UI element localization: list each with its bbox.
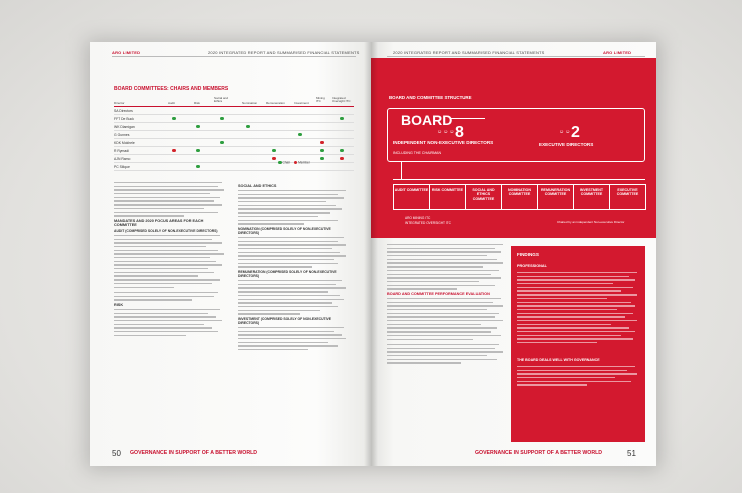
director-name: WK Dlamigan xyxy=(114,124,135,129)
footer-right: GOVERNANCE IN SUPPORT OF A BETTER WORLD xyxy=(475,450,602,456)
chair-dot xyxy=(246,125,250,129)
chaired-note: Chaired by an independent Non-executive Director xyxy=(557,220,625,224)
findings-title: FINDINGS xyxy=(517,252,539,257)
col-remuneration: Remuneration xyxy=(266,101,285,105)
findings-text-1 xyxy=(517,272,639,346)
chair-dot xyxy=(220,141,224,145)
chair-dot xyxy=(220,117,224,121)
director-name: PC Silique xyxy=(114,164,130,169)
col-oversight-itc: Integrated Oversight ITC xyxy=(332,96,351,104)
chair-dot xyxy=(196,125,200,129)
table-row xyxy=(114,123,354,131)
committee-table xyxy=(114,96,354,171)
social-ethics-committee-box: SOCIAL AND ETHICS COMMITTEE xyxy=(465,184,502,210)
table-legend xyxy=(278,160,310,165)
audit-committee-box: AUDIT COMMITTEE xyxy=(393,184,430,210)
director-name: G Gunnes xyxy=(114,132,130,137)
right-column-1 xyxy=(387,244,505,366)
running-header-left: ARO LIMITED xyxy=(112,50,141,55)
remuneration-heading: REMUNERATION (COMPRISED SOLELY OF NON-EXECUTIVE DIRECTORS) xyxy=(238,270,337,279)
left-column-1 xyxy=(114,182,226,338)
col-director: Director xyxy=(114,101,125,105)
section-title: BOARD COMMITTEES: CHAIRS AND MEMBERS xyxy=(114,86,229,92)
findings-governance: THE BOARD DEALS WELL WITH GOVERNANCE xyxy=(517,358,600,362)
chair-dot xyxy=(196,165,200,169)
executive-committee-box: EXECUTIVE COMMITTEE xyxy=(609,184,646,210)
table-row xyxy=(114,139,354,147)
book-spine xyxy=(364,42,378,466)
risk-heading: RISK xyxy=(114,302,124,307)
legend-chair: Chair xyxy=(282,160,291,165)
audit-heading: AUDIT (COMPRISED SOLELY OF NON-EXECUTIVE DIRECTORS) xyxy=(114,228,218,233)
member-dot xyxy=(272,157,276,161)
independent-person-icons: ☺☺☺ xyxy=(437,129,456,135)
member-dot xyxy=(172,149,176,153)
remuneration-committee-box: REMUNERATION COMMITTEE xyxy=(537,184,574,210)
left-column-2 xyxy=(238,182,350,353)
sub-committee-1: ARO MINING ITC xyxy=(405,216,431,220)
executive-count: 2 xyxy=(571,124,580,141)
legend-member: Member xyxy=(298,160,310,165)
structure-panel xyxy=(371,58,656,238)
investment-committee-box: INVESTMENT COMMITTEE xyxy=(573,184,610,210)
page-number-right: 51 xyxy=(627,449,636,458)
investment-heading: INVESTMENT (COMPRISED SOLELY OF NON-EXECUTIVE DIRECTORS) xyxy=(238,316,332,325)
connector-horizontal xyxy=(393,179,645,180)
findings-panel xyxy=(511,246,645,442)
table-row xyxy=(114,107,354,115)
risk-committee-box: RISK COMMITTEE xyxy=(429,184,466,210)
chair-dot xyxy=(340,149,344,153)
executive-person-icons: ☺☺ xyxy=(559,129,572,135)
committee-row xyxy=(393,184,643,212)
board-label: BOARD xyxy=(401,112,453,128)
performance-evaluation-heading: BOARD AND COMMITTEE PERFORMANCE EVALUATION xyxy=(387,291,490,296)
left-page xyxy=(90,42,373,466)
independent-count: 8 xyxy=(455,124,464,141)
chair-dot xyxy=(272,149,276,153)
table-body xyxy=(114,107,354,171)
table-row xyxy=(114,155,354,163)
col-nomination: Nomination xyxy=(242,101,258,105)
member-dot xyxy=(320,141,324,145)
director-name: AJN Ramo xyxy=(114,156,131,161)
nomination-committee-box: NOMINATION COMMITTEE xyxy=(501,184,538,210)
chair-swatch xyxy=(278,161,282,165)
connector-main xyxy=(401,161,402,179)
director-name: FFT De Buck xyxy=(114,116,134,121)
page-number-left: 50 xyxy=(112,449,121,458)
director-name: KDK Mokhele xyxy=(114,140,135,145)
table-row xyxy=(114,115,354,123)
nomination-heading: NOMINATION (COMPRISED SOLELY OF NON-EXECUTIVE DIRECTORS) xyxy=(238,226,331,235)
col-mining-itc: Mining ITC xyxy=(316,96,325,104)
board-underline xyxy=(451,118,485,119)
director-name: SA Directors xyxy=(114,108,133,113)
col-risk: Risk xyxy=(194,101,200,105)
member-swatch xyxy=(294,161,298,165)
social-ethics-heading: SOCIAL AND ETHICS xyxy=(238,184,277,188)
structure-title: BOARD AND COMMITTEE STRUCTURE xyxy=(389,95,472,100)
mandates-heading: MANDATES AND 2020 FOCUS AREAS FOR EACH COMMITTEE xyxy=(114,218,204,227)
sub-committee-2: INTEGRATED OVERSIGHT ITC xyxy=(405,221,451,225)
table-row xyxy=(114,147,354,155)
running-header-report: 2020 INTEGRATED REPORT AND SUMMARISED FINANCIAL STATEMENTS xyxy=(208,50,360,55)
director-name: R Rymadi xyxy=(114,148,129,153)
header-rule-right xyxy=(387,56,645,57)
running-header-company: ARO LIMITED xyxy=(603,50,632,55)
chair-dot xyxy=(320,149,324,153)
table-header xyxy=(114,96,354,107)
running-header-report-right: 2020 INTEGRATED REPORT AND SUMMARISED FINANCIAL STATEMENTS xyxy=(393,50,545,55)
independent-sub: INCLUDING THE CHAIRMAN xyxy=(393,151,442,155)
right-page xyxy=(371,42,656,466)
col-investment: Investment xyxy=(294,101,309,105)
footer-left: GOVERNANCE IN SUPPORT OF A BETTER WORLD xyxy=(130,450,257,456)
member-dot xyxy=(340,157,344,161)
chair-dot xyxy=(320,157,324,161)
findings-professional: PROFESSIONAL xyxy=(517,264,547,268)
col-social-ethics: Social and Ethics xyxy=(214,96,229,104)
findings-text-2 xyxy=(517,366,639,388)
executive-label: EXECUTIVE DIRECTORS xyxy=(539,142,594,147)
header-rule xyxy=(112,56,356,57)
chair-dot xyxy=(340,117,344,121)
independent-label: INDEPENDENT NON-EXECUTIVE DIRECTORS xyxy=(393,140,494,145)
chair-dot xyxy=(298,133,302,137)
chair-dot xyxy=(196,149,200,153)
table-row xyxy=(114,131,354,139)
col-audit: Audit xyxy=(168,101,175,105)
chair-dot xyxy=(172,117,176,121)
